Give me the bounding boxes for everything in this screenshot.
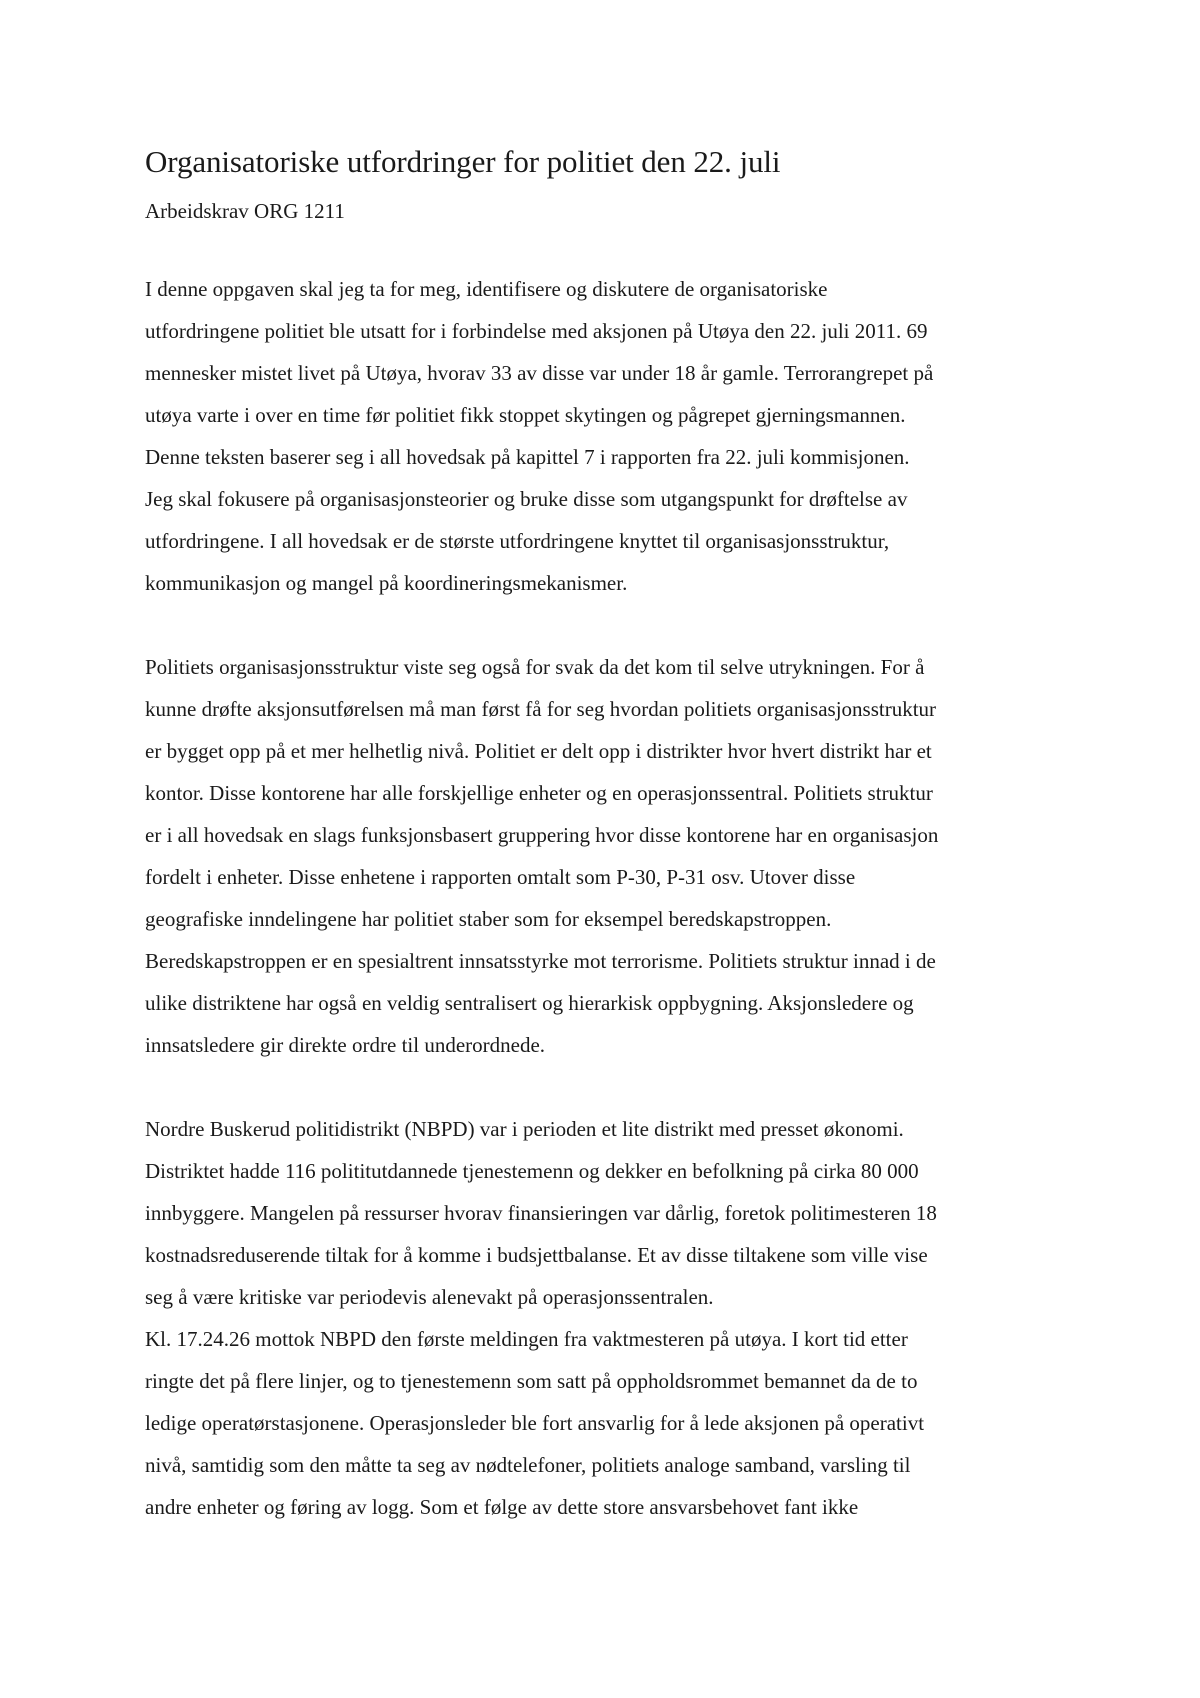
paragraph-nbpd bbox=[145, 1108, 1075, 1528]
text-line: andre enheter og føring av logg. Som et følge av dette store ansvarsbehovet fant ikke bbox=[145, 1495, 859, 1519]
text-line: kostnadsreduserende tiltak for å komme i budsjettbalanse. Et av disse tiltakene som ville vise bbox=[145, 1243, 928, 1267]
document-title: Organisatoriske utfordringer for politiet den 22. juli bbox=[145, 144, 781, 179]
text-line: fordelt i enheter. Disse enhetene i rapporten omtalt som P-30, P-31 osv. Utover disse bbox=[145, 865, 856, 889]
text-line: ringte det på flere linjer, og to tjenestemenn som satt på oppholdsrommet bemannet da de to bbox=[145, 1369, 918, 1393]
text-line: utøya varte i over en time før politiet fikk stoppet skytingen og pågrepet gjerningsmannen. bbox=[145, 403, 906, 427]
text-line: nivå, samtidig som den måtte ta seg av nødtelefoner, politiets analoge samband, varsling til bbox=[145, 1453, 911, 1477]
text-line: Jeg skal fokusere på organisasjonsteorier og bruke disse som utgangspunkt for drøftelse av bbox=[145, 487, 908, 511]
document-page bbox=[145, 140, 1075, 1528]
paragraph-spacer bbox=[145, 604, 1075, 646]
text-line: utfordringene. I all hovedsak er de største utfordringene knyttet til organisasjonsstruktur, bbox=[145, 529, 890, 553]
text-line: Nordre Buskerud politidistrikt (NBPD) var i perioden et lite distrikt med presset økonomi. bbox=[145, 1117, 904, 1141]
text-line: utfordringene politiet ble utsatt for i forbindelse med aksjonen på Utøya den 22. juli 2011. 69 bbox=[145, 319, 928, 343]
text-line: Denne teksten baserer seg i all hovedsak på kapittel 7 i rapporten fra 22. juli kommisjonen. bbox=[145, 445, 910, 469]
document-body bbox=[145, 268, 1075, 1528]
text-line: Politiets organisasjonsstruktur viste seg også for svak da det kom til selve utrykningen. For å bbox=[145, 655, 925, 679]
text-line: I denne oppgaven skal jeg ta for meg, identifisere og diskutere de organisatoriske bbox=[145, 277, 828, 301]
text-line: ledige operatørstasjonene. Operasjonsleder ble fort ansvarlig for å lede aksjonen på operativt bbox=[145, 1411, 925, 1435]
text-line: mennesker mistet livet på Utøya, hvorav 33 av disse var under 18 år gamle. Terrorangrepet på bbox=[145, 361, 934, 385]
text-line: geografiske inndelingene har politiet staber som for eksempel beredskapstroppen. bbox=[145, 907, 832, 931]
document-subtitle: Arbeidskrav ORG 1211 bbox=[145, 199, 345, 223]
text-line: innsatsledere gir direkte ordre til underordnede. bbox=[145, 1033, 546, 1057]
paragraph-structure bbox=[145, 646, 1075, 1066]
paragraph-spacer bbox=[145, 1066, 1075, 1108]
text-line: Beredskapstroppen er en spesialtrent innsatsstyrke mot terrorisme. Politiets struktur innad i de bbox=[145, 949, 936, 973]
paragraph-intro bbox=[145, 268, 1075, 604]
text-line: seg å være kritiske var periodevis alenevakt på operasjonssentralen. bbox=[145, 1285, 714, 1309]
text-line: kommunikasjon og mangel på koordineringsmekanismer. bbox=[145, 571, 628, 595]
text-line: er i all hovedsak en slags funksjonsbasert gruppering hvor disse kontorene har en organisasjon bbox=[145, 823, 939, 847]
text-line: Distriktet hadde 116 polititutdannede tjenestemenn og dekker en befolkning på cirka 80 000 bbox=[145, 1159, 919, 1183]
text-line: kunne drøfte aksjonsutførelsen må man først få for seg hvordan politiets organisasjonsstruktur bbox=[145, 697, 937, 721]
text-line: kontor. Disse kontorene har alle forskjellige enheter og en operasjonssentral. Politiets struktur bbox=[145, 781, 933, 805]
text-line: ulike distriktene har også en veldig sentralisert og hierarkisk oppbygning. Aksjonsledere og bbox=[145, 991, 914, 1015]
text-line: Kl. 17.24.26 mottok NBPD den første meldingen fra vaktmesteren på utøya. I kort tid etter bbox=[145, 1327, 908, 1351]
text-line: er bygget opp på et mer helhetlig nivå. Politiet er delt opp i distrikter hvor hvert distrikt har et bbox=[145, 739, 932, 763]
text-line: innbyggere. Mangelen på ressurser hvorav finansieringen var dårlig, foretok politimesteren 18 bbox=[145, 1201, 937, 1225]
